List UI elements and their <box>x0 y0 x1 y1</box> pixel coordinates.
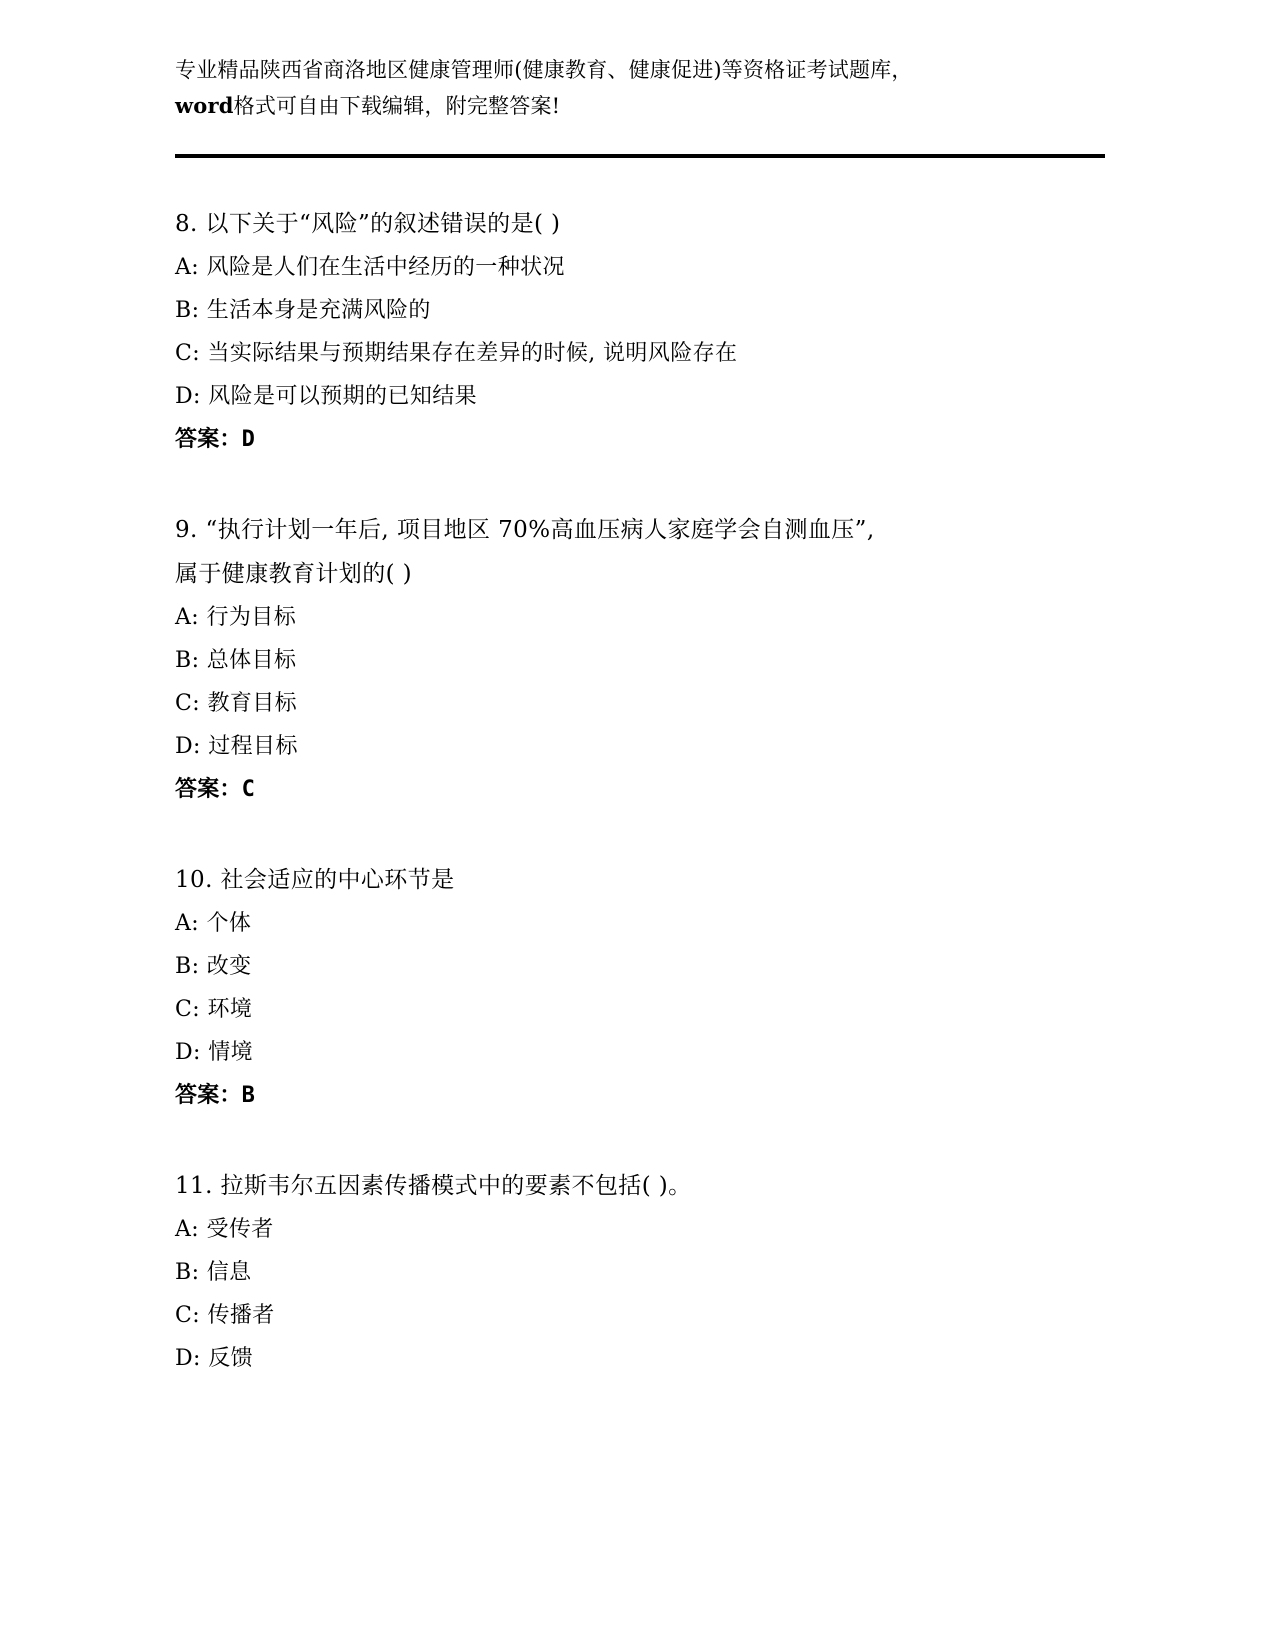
question-option: C: 当实际结果与预期结果存在差异的时候, 说明风险存在 <box>175 341 738 366</box>
question-option: B: 信息 <box>175 1260 252 1285</box>
question-title: 11. 拉斯韦尔五因素传播模式中的要素不包括( )。 <box>175 1173 692 1199</box>
answer-label: 答案： <box>175 1083 242 1108</box>
question-option: C: 传播者 <box>175 1303 275 1328</box>
answer-value: B <box>241 1083 256 1108</box>
question-title: 9. “执行计划一年后, 项目地区 70%高血压病人家庭学会自测血压”, <box>175 517 875 543</box>
question-option: C: 环境 <box>175 997 253 1022</box>
question-option: B: 改变 <box>175 954 252 979</box>
header-line-1: 专业精品陕西省商洛地区健康管理师(健康教育、健康促进)等资格证考试题库， <box>175 58 913 82</box>
header-divider <box>175 154 1105 158</box>
question-block <box>175 1164 1105 1380</box>
question-option: A: 风险是人们在生活中经历的一种状况 <box>175 255 565 280</box>
answer-label: 答案： <box>175 427 242 452</box>
header-word-bold: word <box>175 93 234 118</box>
question-option: B: 生活本身是充满风险的 <box>175 298 431 323</box>
question-title-cont: 属于健康教育计划的( ) <box>175 561 413 587</box>
question-option: A: 行为目标 <box>175 605 297 630</box>
question-block <box>175 202 1105 462</box>
answer-label: 答案： <box>175 777 242 802</box>
document-header <box>175 52 1105 124</box>
question-block <box>175 508 1105 812</box>
header-line-2 <box>175 88 1105 124</box>
question-block <box>175 858 1105 1118</box>
question-option: D: 风险是可以预期的已知结果 <box>175 384 478 409</box>
answer-value: D <box>241 427 256 452</box>
question-option: A: 受传者 <box>175 1217 274 1242</box>
question-option: D: 过程目标 <box>175 734 298 759</box>
answer-row <box>175 418 1105 462</box>
header-line-2-rest: 格式可自由下载编辑，附完整答案! <box>233 94 561 118</box>
question-option: D: 情境 <box>175 1040 254 1065</box>
question-option: C: 教育目标 <box>175 691 298 716</box>
question-option: B: 总体目标 <box>175 648 297 673</box>
answer-row <box>175 1074 1105 1118</box>
question-option: D: 反馈 <box>175 1346 254 1371</box>
question-title: 8. 以下关于“风险”的叙述错误的是( ) <box>175 211 561 237</box>
question-title: 10. 社会适应的中心环节是 <box>175 867 455 893</box>
questions-list <box>175 202 1105 1380</box>
answer-row <box>175 768 1105 812</box>
question-option: A: 个体 <box>175 911 252 936</box>
answer-value: C <box>241 777 256 802</box>
